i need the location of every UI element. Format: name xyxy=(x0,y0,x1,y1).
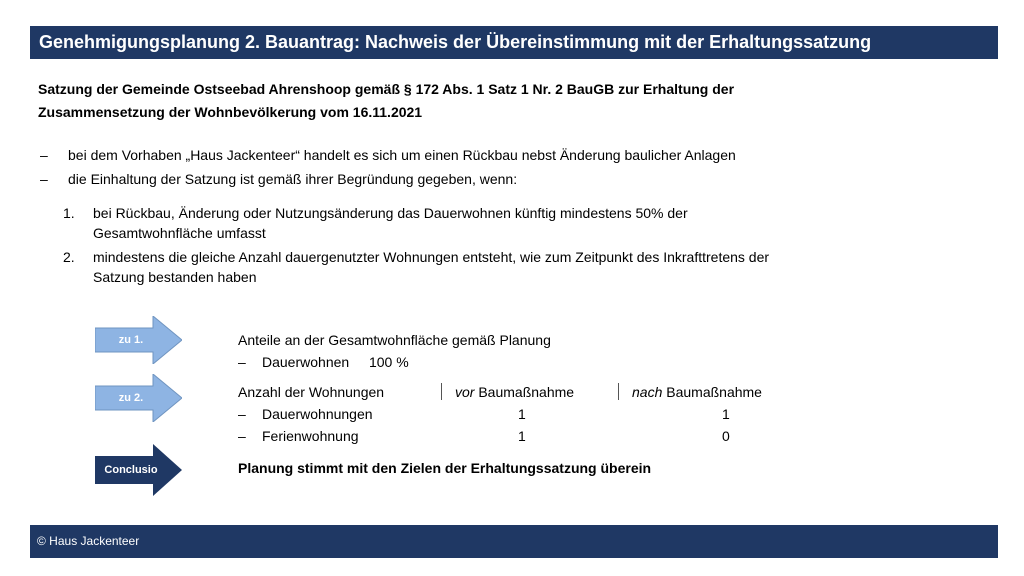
row-before-value: 1 xyxy=(518,428,526,444)
footer-bar xyxy=(30,525,998,558)
row-after-value: 1 xyxy=(722,406,730,422)
dash-icon: – xyxy=(40,171,48,187)
numbered-list xyxy=(63,203,963,291)
table-row xyxy=(238,403,878,425)
item-text-line-1: mindestens die gleiche Anzahl dauergenutzter Wohnungen entsteht, wie zum Zeitpunkt des Inkrafttretens der xyxy=(93,249,770,265)
row-label: – Ferienwohnung xyxy=(238,428,359,444)
item-number: 1. xyxy=(63,205,75,221)
share-item xyxy=(238,351,551,373)
bullet-item xyxy=(38,144,988,168)
item-number: 2. xyxy=(63,249,75,265)
bullet-text: bei dem Vorhaben „Haus Jackenteer“ handelt es sich um einen Rückbau nebst Änderung baulicher Anlagen xyxy=(68,147,736,163)
item-text-line-1: bei Rückbau, Änderung oder Nutzungsänderung das Dauerwohnen künftig mindestens 50% der xyxy=(93,205,688,221)
arrow-label: Conclusio xyxy=(104,464,158,476)
arrow-label: zu 2. xyxy=(118,392,144,404)
conclusio-arrow-icon xyxy=(95,444,182,492)
header-count: Anzahl der Wohnungen xyxy=(238,384,385,400)
copyright-text: © Haus Jackenteer xyxy=(37,534,140,548)
table-header xyxy=(238,381,878,403)
slide-title: Genehmigungsplanung 2. Bauantrag: Nachweis der Übereinstimmung mit der Erhaltungssatzung xyxy=(39,32,872,52)
bullet-item xyxy=(38,168,988,192)
table-row xyxy=(238,425,878,447)
living-area-share-block xyxy=(238,329,551,373)
share-label: Dauerwohnen xyxy=(262,354,350,370)
block-heading: Anteile an der Gesamtwohnfläche gemäß Planung xyxy=(238,332,551,348)
slide-title-bar xyxy=(30,26,998,59)
subtitle-line-1: Satzung der Gemeinde Ostseebad Ahrenshoop gemäß § 172 Abs. 1 Satz 1 Nr. 2 BauGB zur Erhaltung der xyxy=(38,81,735,97)
zu-1-arrow-icon xyxy=(95,316,182,364)
column-divider xyxy=(618,383,619,400)
column-divider xyxy=(441,383,442,400)
header-after: nach Baumaßnahme xyxy=(632,384,762,400)
item-text-line-2: Gesamtwohnfläche umfasst xyxy=(93,225,266,241)
arrow-label: zu 1. xyxy=(118,334,144,346)
share-value: 100 % xyxy=(368,354,409,370)
subtitle xyxy=(38,78,968,124)
dash-icon: – xyxy=(40,147,48,163)
numbered-item-1 xyxy=(63,203,963,243)
dash-icon: – xyxy=(238,354,246,370)
row-before-value: 1 xyxy=(518,406,526,422)
numbered-item-2 xyxy=(63,247,963,287)
row-label: – Dauerwohnungen xyxy=(238,406,373,422)
bullet-text: die Einhaltung der Satzung ist gemäß ihrer Begründung gegeben, wenn: xyxy=(68,171,518,187)
bullet-list xyxy=(38,144,988,192)
header-before: vor Baumaßnahme xyxy=(455,384,575,400)
row-after-value: 0 xyxy=(722,428,730,444)
item-text-line-2: Satzung bestanden haben xyxy=(93,269,257,285)
conclusion-text: Planung stimmt mit den Zielen der Erhaltungssatzung überein xyxy=(238,460,652,476)
zu-2-arrow-icon xyxy=(95,374,182,422)
apartment-count-table xyxy=(238,381,878,447)
subtitle-line-2: Zusammensetzung der Wohnbevölkerung vom 16.11.2021 xyxy=(38,104,423,120)
